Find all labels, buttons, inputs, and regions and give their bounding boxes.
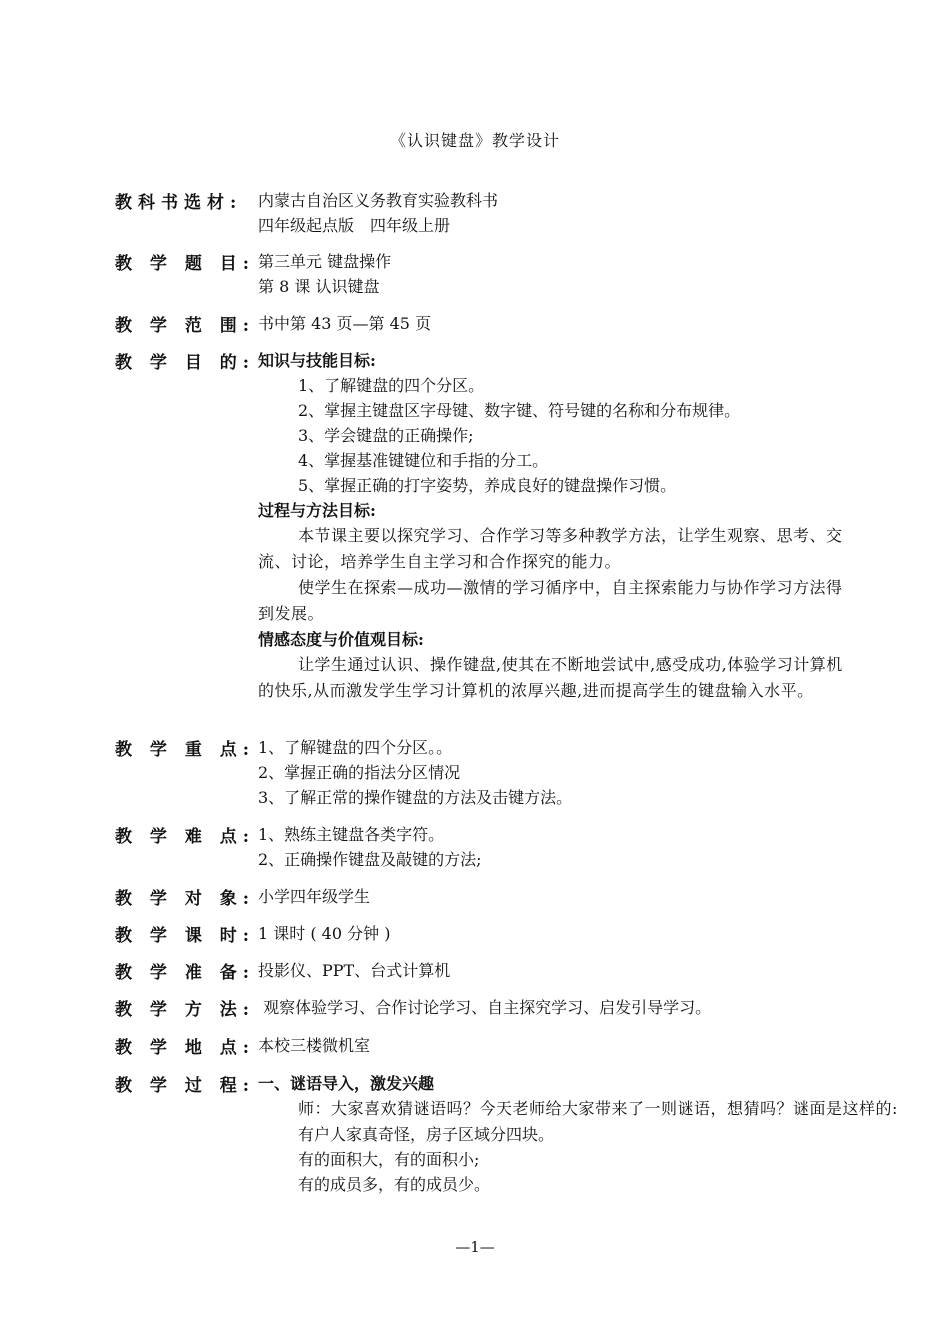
document-title: 《认识键盘》教学设计 (389, 131, 560, 150)
row-content (258, 822, 843, 872)
row-content (258, 921, 843, 946)
process-intro-text: 师：大家喜欢猜谜语吗？今天老师给大家带来了一则谜语，想猜吗？谜面是这样的: (298, 1099, 898, 1118)
methods-value: 观察体验学习、合作讨论学习、自主探究学习、启发引导学习。 (258, 998, 712, 1017)
difficulty-item: 1、熟练主键盘各类字符。 (258, 825, 445, 844)
difficulty-item: 2、正确操作键盘及敲键的方法; (258, 850, 482, 869)
row-label: 教 学 重 点: (115, 740, 256, 760)
row-label: 教 学 难 点: (115, 827, 256, 847)
row-content (258, 249, 843, 299)
page-number: —1— (455, 1238, 495, 1256)
knowledge-title: 知识与技能目标: (258, 351, 376, 370)
row-content (258, 995, 843, 1020)
emotion-title: 情感态度与价值观目标: (258, 630, 424, 649)
riddle-line: 有的面积大，有的面积小; (298, 1150, 480, 1169)
process-paragraph: 使学生在探索—成功—激情的学习循序中，自主探索能力与协作学习方法得到发展。 (258, 578, 843, 623)
knowledge-item: 4、掌握基准键键位和手指的分工。 (298, 451, 549, 470)
row-content (258, 958, 843, 983)
row-content (258, 735, 843, 810)
key-point-item: 2、掌握正确的指法分区情况 (258, 763, 461, 782)
row-content (258, 1033, 843, 1058)
knowledge-item: 3、学会键盘的正确操作; (298, 426, 474, 445)
key-point-item: 3、了解正常的操作键盘的方法及击键方法。 (258, 788, 573, 807)
textbook-line: 四年级起点版 四年级上册 (258, 216, 451, 235)
objectives-content (258, 348, 843, 704)
scope-line: 书中第 43 页—第 45 页 (258, 314, 432, 333)
row-label: 教 学 对 象: (115, 889, 256, 909)
row-label: 教 学 范 围: (115, 316, 256, 336)
audience-value: 小学四年级学生 (258, 887, 371, 906)
textbook-line: 内蒙古自治区义务教育实验教科书 (258, 191, 499, 210)
row-label: 教 学 课 时: (115, 926, 256, 946)
topic-line: 第 8 课 认识键盘 (258, 277, 380, 296)
row-content (258, 311, 843, 336)
process-intro (115, 1096, 950, 1122)
preparation-value: 投影仪、PPT、台式计算机 (258, 961, 451, 980)
topic-line: 第三单元 键盘操作 (258, 252, 392, 271)
row-content (258, 884, 843, 909)
knowledge-item: 1、了解键盘的四个分区。 (298, 376, 485, 395)
location-value: 本校三楼微机室 (258, 1036, 371, 1055)
row-label: 教 学 题 目: (115, 254, 256, 274)
riddle-line: 有的成员多，有的成员少。 (298, 1175, 491, 1194)
emotion-paragraph: 让学生通过认识、操作键盘,使其在不断地尝试中,感受成功,体验学习计算机的快乐,从而激发学生学习计算机的浓厚兴趣,进而提高学生的键盘输入水平。 (258, 655, 843, 700)
process-content (258, 1071, 898, 1197)
row-label: 教 学 方 法: (115, 1000, 256, 1020)
process-title: 过程与方法目标: (258, 501, 376, 520)
process-section-title: 一、谜语导入，激发兴趣 (258, 1074, 435, 1093)
row-content (258, 188, 843, 238)
key-point-item: 1、了解键盘的四个分区。。 (258, 738, 453, 757)
row-label: 教科书选材: (115, 193, 243, 213)
knowledge-item: 5、掌握正确的打字姿势，养成良好的键盘操作习惯。 (298, 476, 677, 495)
duration-value: 1 课时 ( 40 分钟 ) (258, 924, 391, 943)
row-label: 教 学 地 点: (115, 1038, 256, 1058)
knowledge-item: 2、掌握主键盘区字母键、数字键、符号键的名称和分布规律。 (298, 401, 741, 420)
row-label: 教 学 目 的: (115, 353, 256, 373)
row-label: 教 学 过 程: (115, 1076, 256, 1096)
process-paragraph: 本节课主要以探究学习、合作学习等多种教学方法，让学生观察、思考、交流、讨论，培养学生自主学习和合作探究的能力。 (258, 526, 843, 571)
riddle-line: 有户人家真奇怪，房子区域分四块。 (298, 1125, 555, 1144)
row-label: 教 学 准 备: (115, 963, 256, 983)
